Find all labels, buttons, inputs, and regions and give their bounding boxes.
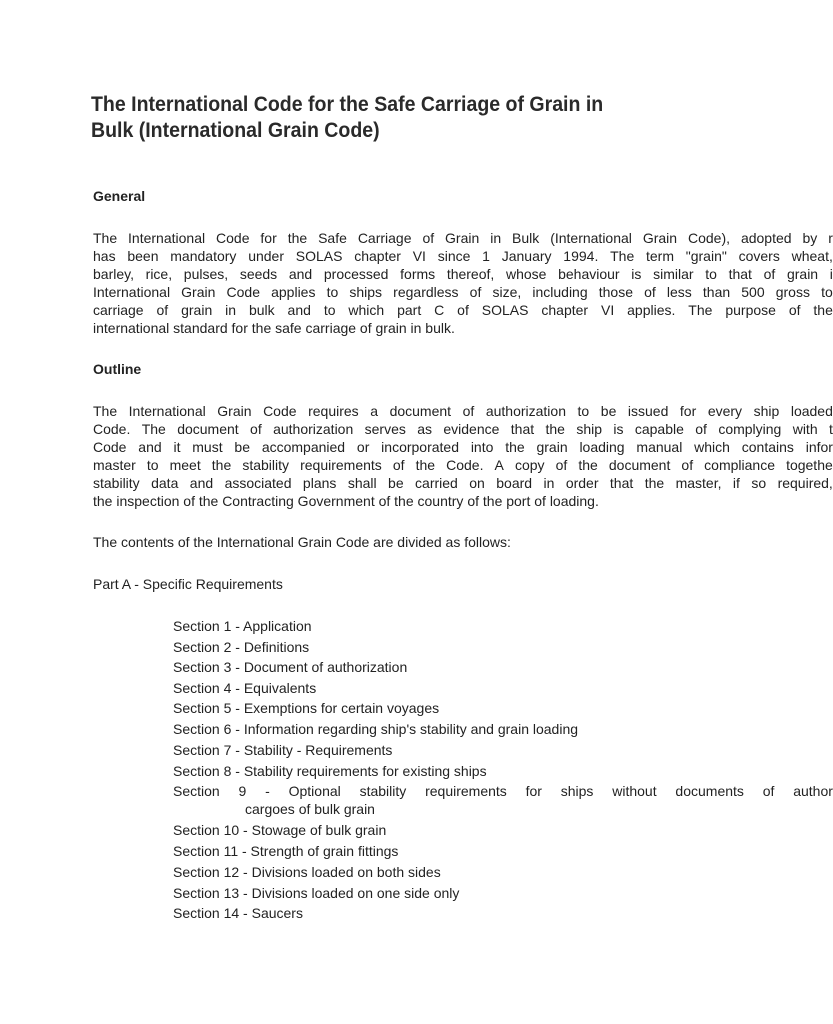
word: covers bbox=[738, 248, 780, 264]
word: togethe bbox=[786, 457, 833, 473]
word: requirements bbox=[300, 457, 382, 473]
word: to bbox=[323, 302, 336, 318]
word: into bbox=[470, 439, 494, 455]
word: under bbox=[248, 248, 284, 264]
word: which bbox=[348, 302, 385, 318]
section-item: Section 14 - Saucers bbox=[173, 905, 303, 921]
word: required, bbox=[777, 475, 833, 491]
word: it bbox=[173, 439, 181, 455]
word: "grain" bbox=[685, 248, 727, 264]
word: the bbox=[287, 230, 308, 246]
word: to bbox=[705, 266, 717, 282]
word: that bbox=[728, 266, 752, 282]
word: the bbox=[578, 457, 598, 473]
section-item bbox=[173, 782, 833, 800]
title-line-1: The International Code for the Safe Carriage of Grain in bbox=[91, 93, 604, 116]
word: shall bbox=[347, 475, 377, 491]
word: chapter bbox=[541, 302, 589, 318]
word: master bbox=[93, 457, 136, 473]
word: ships bbox=[349, 284, 383, 300]
word: board bbox=[496, 475, 533, 491]
word: 9 bbox=[238, 783, 247, 799]
word: of bbox=[422, 230, 435, 246]
word: that bbox=[609, 475, 634, 491]
section-item: Section 8 - Stability requirements for existing ships bbox=[173, 763, 487, 779]
contents-intro: The contents of the International Grain Code are divided as follows: bbox=[93, 534, 511, 550]
word: the bbox=[813, 302, 833, 318]
section-item: Section 2 - Definitions bbox=[173, 639, 310, 655]
word: and bbox=[138, 439, 162, 455]
word: to bbox=[577, 403, 590, 419]
word: adopted bbox=[740, 230, 792, 246]
word: those bbox=[598, 284, 633, 300]
section-item: Section 11 - Strength of grain fittings bbox=[173, 843, 399, 859]
word: the bbox=[415, 457, 436, 473]
word: The bbox=[688, 302, 713, 318]
word: or bbox=[356, 439, 370, 455]
word: Code. bbox=[93, 421, 131, 437]
word: applies bbox=[271, 284, 316, 300]
word: be bbox=[234, 439, 250, 455]
word: that bbox=[510, 421, 535, 437]
word: order bbox=[565, 475, 599, 491]
word: serves bbox=[364, 421, 406, 437]
word: so bbox=[751, 475, 767, 491]
word: and bbox=[287, 302, 311, 318]
word: A bbox=[494, 457, 504, 473]
word: with bbox=[792, 421, 818, 437]
word: 1994. bbox=[563, 248, 599, 264]
word: the bbox=[211, 457, 232, 473]
general-paragraph-line bbox=[93, 283, 833, 301]
word: stability bbox=[242, 457, 290, 473]
word: has bbox=[93, 248, 116, 264]
word: Grain bbox=[217, 403, 252, 419]
word: carriage bbox=[93, 302, 144, 318]
word: gross bbox=[775, 284, 810, 300]
word: International bbox=[128, 230, 206, 246]
word: without bbox=[612, 783, 657, 799]
outline-paragraph-line bbox=[93, 438, 833, 456]
word: bulk bbox=[248, 302, 275, 318]
word: VI bbox=[600, 302, 615, 318]
word: for bbox=[525, 783, 542, 799]
outline-paragraph-line bbox=[93, 420, 833, 438]
word: carried bbox=[415, 475, 458, 491]
word: whose bbox=[505, 266, 547, 282]
word: associated bbox=[224, 475, 292, 491]
word: Code bbox=[226, 284, 260, 300]
word: of bbox=[462, 403, 475, 419]
word: ship bbox=[576, 421, 603, 437]
word: document bbox=[608, 457, 671, 473]
word: less bbox=[666, 284, 692, 300]
word: if bbox=[732, 475, 740, 491]
word: The bbox=[141, 421, 166, 437]
word: the bbox=[644, 475, 665, 491]
word: of bbox=[555, 457, 568, 473]
section-item: Section 12 - Divisions loaded on both sides bbox=[173, 864, 441, 880]
word: Bulk bbox=[512, 230, 540, 246]
word: the bbox=[505, 439, 525, 455]
word: as bbox=[417, 421, 433, 437]
word: every bbox=[707, 403, 743, 419]
word: 1 bbox=[482, 248, 490, 264]
word: 500 bbox=[741, 284, 765, 300]
word: meet bbox=[169, 457, 201, 473]
part-a-heading: Part A - Specific Requirements bbox=[93, 576, 283, 592]
word: including bbox=[532, 284, 588, 300]
word: in bbox=[543, 475, 555, 491]
word: complying bbox=[718, 421, 782, 437]
outline-heading: Outline bbox=[93, 361, 142, 377]
word: for bbox=[679, 403, 697, 419]
word: than bbox=[702, 284, 731, 300]
word: of bbox=[250, 421, 262, 437]
word: compliance bbox=[704, 457, 775, 473]
word: master, bbox=[675, 475, 722, 491]
word: regardless bbox=[393, 284, 459, 300]
word: be bbox=[388, 475, 404, 491]
word: part bbox=[397, 302, 422, 318]
word: of bbox=[469, 284, 482, 300]
word: size, bbox=[492, 284, 522, 300]
general-paragraph-line bbox=[93, 247, 833, 265]
word: evidence bbox=[443, 421, 500, 437]
word: manual bbox=[636, 439, 683, 455]
word: copy bbox=[514, 457, 545, 473]
section-item: Section 6 - Information regarding ship's stability and grain loading bbox=[173, 721, 579, 737]
word: January bbox=[501, 248, 552, 264]
word: Safe bbox=[318, 230, 347, 246]
section-item: Section 7 - Stability - Requirements bbox=[173, 742, 393, 758]
word: infor bbox=[805, 439, 833, 455]
general-paragraph-line: international standard for the safe carriage of grain in bulk. bbox=[93, 320, 455, 336]
word: wheat, bbox=[791, 248, 833, 264]
word: in bbox=[225, 302, 237, 318]
word: of bbox=[392, 457, 405, 473]
word: authorization bbox=[273, 421, 354, 437]
word: grain bbox=[536, 439, 568, 455]
word: Grain bbox=[181, 284, 216, 300]
word: The bbox=[610, 248, 635, 264]
document-title bbox=[91, 92, 686, 144]
word: Carriage bbox=[357, 230, 412, 246]
word: and bbox=[189, 475, 214, 491]
word: requirements bbox=[425, 783, 507, 799]
word: applies. bbox=[627, 302, 676, 318]
section-item: Section 13 - Divisions loaded on one side only bbox=[173, 885, 460, 901]
word: author bbox=[793, 783, 833, 799]
word: barley, bbox=[93, 266, 134, 282]
general-paragraph-line bbox=[93, 301, 833, 319]
title-line-2: Bulk (International Grain Code) bbox=[91, 119, 380, 142]
word: of bbox=[457, 302, 469, 318]
word: is bbox=[631, 266, 642, 282]
word: in bbox=[490, 230, 502, 246]
word: loading bbox=[579, 439, 625, 455]
general-paragraph-line bbox=[93, 229, 833, 247]
word: data bbox=[151, 475, 179, 491]
word: to bbox=[146, 457, 159, 473]
section-item-continuation: cargoes of bulk grain bbox=[245, 801, 375, 817]
word: C bbox=[434, 302, 445, 318]
word: of bbox=[762, 783, 775, 799]
word: document bbox=[177, 421, 239, 437]
word: purpose bbox=[725, 302, 776, 318]
word: SOLAS bbox=[481, 302, 529, 318]
word: been bbox=[127, 248, 159, 264]
word: thereof, bbox=[446, 266, 495, 282]
word: ships bbox=[560, 783, 594, 799]
word: of bbox=[763, 266, 776, 282]
word: ship bbox=[753, 403, 780, 419]
word: The bbox=[93, 403, 118, 419]
word: capable bbox=[634, 421, 684, 437]
word: of bbox=[695, 421, 707, 437]
outline-paragraph-line bbox=[93, 456, 833, 474]
section-item: Section 10 - Stowage of bulk grain bbox=[173, 822, 387, 838]
word: of bbox=[681, 457, 694, 473]
word: Code. bbox=[446, 457, 484, 473]
word: for bbox=[260, 230, 277, 246]
section-item: Section 3 - Document of authorization bbox=[173, 659, 408, 675]
section-item: Section 5 - Exemptions for certain voyages bbox=[173, 700, 440, 716]
word: (International bbox=[550, 230, 632, 246]
word: must bbox=[192, 439, 223, 455]
word: term bbox=[646, 248, 674, 264]
word: documents bbox=[675, 783, 744, 799]
word: mandatory bbox=[170, 248, 237, 264]
word: International bbox=[128, 403, 206, 419]
word: and bbox=[288, 266, 313, 282]
section-item: Section 4 - Equivalents bbox=[173, 680, 317, 696]
word: processed bbox=[323, 266, 389, 282]
word: seeds bbox=[239, 266, 278, 282]
word: grain bbox=[181, 302, 213, 318]
word: stability bbox=[93, 475, 140, 491]
word: Grain bbox=[445, 230, 480, 246]
word: since bbox=[437, 248, 471, 264]
word: incorporated bbox=[381, 439, 459, 455]
outline-paragraph-line bbox=[93, 474, 833, 492]
word: The bbox=[93, 230, 118, 246]
word: requires bbox=[308, 403, 359, 419]
word: chapter bbox=[354, 248, 401, 264]
word: Code bbox=[263, 403, 297, 419]
word: stability bbox=[359, 783, 407, 799]
word: VI bbox=[412, 248, 426, 264]
word: grain bbox=[786, 266, 819, 282]
word: document bbox=[389, 403, 452, 419]
word: Code), bbox=[687, 230, 731, 246]
word: be bbox=[600, 403, 617, 419]
word: behaviour bbox=[558, 266, 620, 282]
word: of bbox=[644, 284, 656, 300]
general-paragraph-line bbox=[93, 265, 833, 283]
word: to bbox=[326, 284, 339, 300]
word: Optional bbox=[288, 783, 341, 799]
word: a bbox=[370, 403, 379, 419]
word: of bbox=[788, 302, 801, 318]
word: similar bbox=[653, 266, 694, 282]
word: forms bbox=[400, 266, 436, 282]
word: loaded bbox=[790, 403, 833, 419]
word: t bbox=[828, 421, 833, 437]
word: contains bbox=[741, 439, 794, 455]
word: is bbox=[613, 421, 624, 437]
word: authorization bbox=[485, 403, 566, 419]
word: on bbox=[469, 475, 485, 491]
word: i bbox=[829, 266, 833, 282]
word: issued bbox=[627, 403, 669, 419]
word: Section bbox=[173, 783, 220, 799]
word: Code bbox=[216, 230, 250, 246]
word: - bbox=[265, 783, 270, 799]
word: Code bbox=[93, 439, 127, 455]
word: r bbox=[828, 230, 833, 246]
word: Grain bbox=[642, 230, 678, 246]
word: pulses, bbox=[183, 266, 229, 282]
word: the bbox=[545, 421, 565, 437]
word: rice, bbox=[145, 266, 173, 282]
section-item: Section 1 - Application bbox=[173, 618, 312, 634]
word: by bbox=[802, 230, 818, 246]
general-heading: General bbox=[93, 188, 146, 204]
outline-paragraph-line bbox=[93, 402, 833, 420]
outline-paragraph-line: the inspection of the Contracting Government of the country of the port of loading. bbox=[93, 493, 599, 509]
word: which bbox=[694, 439, 730, 455]
word: SOLAS bbox=[295, 248, 343, 264]
word: plans bbox=[302, 475, 337, 491]
word: accompanied bbox=[261, 439, 346, 455]
word: to bbox=[821, 284, 833, 300]
word: of bbox=[156, 302, 169, 318]
word: International bbox=[93, 284, 171, 300]
